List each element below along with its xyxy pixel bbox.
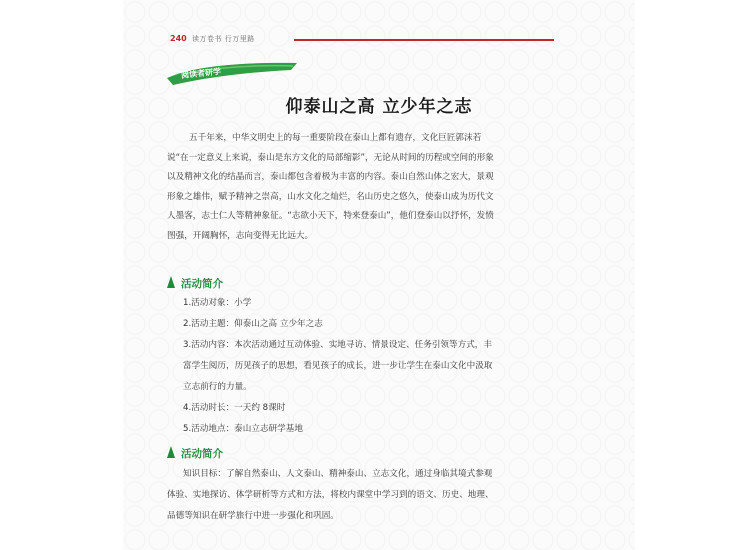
page-header xyxy=(170,34,510,48)
triangle-icon xyxy=(167,446,175,458)
section-heading-1 xyxy=(167,276,223,291)
section-heading-text: 活动简介 xyxy=(181,278,223,290)
goal-paragraph xyxy=(167,464,497,527)
page-number: 240 xyxy=(170,34,187,43)
list-item: 3.活动内容：本次活动通过互动体验、实地寻访、情景设定、任务引领等方式，丰富学生阅历，历见孩子的思想，看见孩子的成长，进一步让学生在泰山文化中汲取立志前行的力量。 xyxy=(183,340,493,392)
badge-label: 阅读者研学 xyxy=(180,66,222,81)
triangle-icon xyxy=(167,276,175,288)
list-item: 1.活动对象：小学 xyxy=(183,298,252,308)
intro-paragraph xyxy=(167,129,497,247)
book-page xyxy=(123,0,635,550)
running-head: 读万卷书 行万里路 xyxy=(192,35,255,43)
article-title: 仰泰山之高 立少年之志 xyxy=(285,97,473,117)
section-heading-text: 活动简介 xyxy=(181,448,223,460)
goal-text: 知识目标：了解自然泰山、人文泰山、精神泰山、立志文化，通过身临其境式参观体验、实地探访、体学研析等方式和方法，将校内课堂中学习到的语文、历史、地理、品德等知识在研学旅行中进一步强化和巩固。 xyxy=(167,469,494,521)
intro-text: 五千年来，中华文明史上的每一重要阶段在泰山上都有遗存，文化巨匠郭沫若说“在一定意义上来说，泰山是东方文化的局部缩影”，无论从时间的历程或空间的形象以及精神文化的结晶而言，泰山都包含着极为丰富的内容。泰山自然山体之宏大，景观形象之雄伟，赋予精神之崇高，山水文化之灿烂，名山历史之悠久，使泰山成为历代文人墨客，志士仁人等精神象征。“志欲小天下，特来登泰山”，他们登泰山以抒怀，发愤图强，开阔胸怀，志向变得无比远大。 xyxy=(167,133,494,241)
list-item: 4.活动时长：一天约 8课时 xyxy=(183,403,286,413)
list-item: 2.活动主题：仰泰山之高 立少年之志 xyxy=(183,319,323,329)
list-item: 5.活动地点：泰山立志研学基地 xyxy=(183,424,303,434)
header-rule xyxy=(294,39,554,41)
section-heading-2 xyxy=(167,446,223,461)
activity-list xyxy=(167,293,497,440)
